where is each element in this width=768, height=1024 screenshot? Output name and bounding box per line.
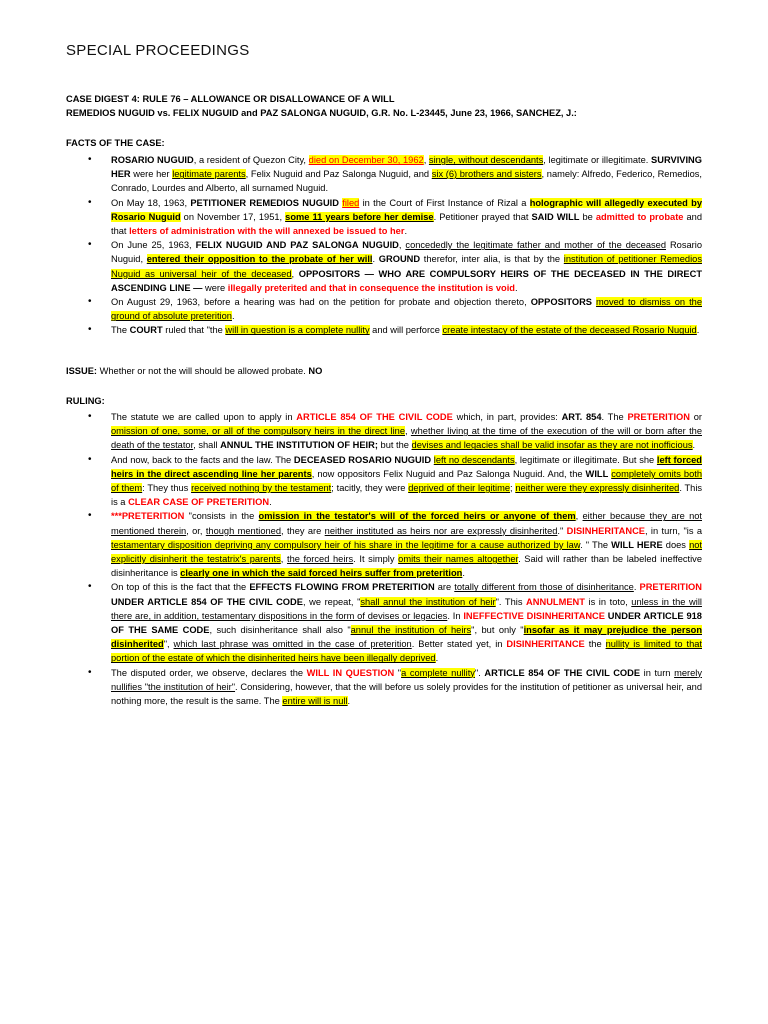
text-run: " <box>394 667 402 678</box>
fact-item <box>66 323 702 337</box>
text-run: , <box>280 554 287 565</box>
text-run: . Considering, however, that the will before us solely provides for the institution of petitioner as universal heir, and nothing more, the result is the same. The <box>111 681 702 707</box>
text-run: will in question is a complete nullity <box>225 325 370 336</box>
case-title-block <box>66 92 716 120</box>
text-run: DISINHERITANCE <box>506 639 585 650</box>
text-run: the forced heirs <box>286 554 354 565</box>
text-run: omission of one, some, or all of the compulsory heirs in the direct line <box>111 426 405 437</box>
text-run: EFFECTS FLOWING FROM PRETERITION <box>249 582 435 593</box>
text-run: . <box>514 282 518 293</box>
text-run: unless in the will there are, in addition, testamentary dispositions in the form of devises or legacies <box>111 596 702 621</box>
text-run: On May 18, 1963, <box>111 197 191 208</box>
text-run: ***PRETERITION <box>111 511 185 522</box>
text-run: admitted to probate <box>595 211 684 222</box>
fact-item <box>66 238 702 295</box>
text-run: shall annul the institution of heir <box>360 596 496 607</box>
text-run: , namely: Alfredo, Federico, Remedios, Conrado, Lourdes and Alberto, all surnamed Nuguid. <box>111 169 703 194</box>
text-run: UNDER ARTICLE 854 OF THE CIVIL CODE <box>111 596 303 607</box>
text-run: PRETERITION <box>627 412 690 422</box>
text-run: , legitimate or illegitimate. <box>543 155 652 165</box>
text-run: which last phrase was omitted in the case of preterition <box>173 639 412 650</box>
text-run: ; tacitly, they were <box>331 483 409 494</box>
text-run: ." <box>557 525 567 536</box>
fact-item <box>66 196 702 239</box>
text-run: . This is a <box>111 483 703 508</box>
issue-label: ISSUE: <box>66 366 97 376</box>
ruling-heading: RULING: <box>66 396 105 406</box>
text-run: . <box>435 653 439 664</box>
text-run: , we repeat, " <box>302 596 361 607</box>
text-run: are <box>434 582 455 593</box>
text-run: , such disinheritance shall also " <box>209 625 351 636</box>
text-run: create intestacy of the estate of the deceased Rosario Nuguid <box>442 325 697 336</box>
text-run: : They thus <box>142 483 192 494</box>
text-run: , shall <box>193 440 221 451</box>
facts-heading: FACTS OF THE CASE: <box>66 138 165 148</box>
text-run: a complete nullity <box>401 667 475 678</box>
text-run: whether living at the time of the execution of the will or born after the death of the testator <box>111 426 702 451</box>
text-run: . <box>462 568 465 579</box>
text-run: , Felix Nuguid and Paz Salonga Nuguid, and <box>245 169 432 180</box>
text-run: . The <box>601 412 628 422</box>
text-run: The <box>111 325 130 336</box>
text-run: clearly one in which the said forced heirs suffer from preterition <box>180 568 463 579</box>
issue-text: Whether or not the will should be allowed probate. <box>97 366 309 376</box>
text-run: , in turn, "is a <box>644 525 702 536</box>
text-run: . <box>404 226 408 237</box>
text-run: on November 17, 1951, <box>180 211 286 222</box>
fact-item <box>66 153 702 196</box>
issue-line <box>66 366 322 376</box>
text-run: FELIX NUGUID AND PAZ SALONGA NUGUID <box>195 240 399 251</box>
text-run: devises and legacies shall be valid insofar as they are not inofficious <box>411 440 693 451</box>
text-run: left forced heirs in the direct ascending line her parents <box>111 454 702 479</box>
text-run: neither instituted as heirs nor are expressly disinherited <box>324 525 558 536</box>
text-run: ". This <box>495 596 527 607</box>
text-run: ", but only " <box>471 625 524 636</box>
text-run: , now oppositors Felix Nuguid and Paz Salonga Nuguid. And, the <box>311 468 586 479</box>
text-run: moved to dismiss on the ground of absolute preterition <box>111 297 702 322</box>
text-run: Rosario Nuguid, <box>111 240 703 265</box>
text-run: died on December 30, 1962 <box>308 155 424 165</box>
text-run: PETITIONER REMEDIOS NUGUID <box>190 197 339 208</box>
text-run: merely nullifies "the institution of heir" <box>111 667 702 692</box>
text-run: , <box>405 426 411 437</box>
text-run: neither were they expressly disinherited <box>515 483 680 494</box>
ruling-item <box>66 580 702 665</box>
text-run: . In <box>447 610 464 621</box>
text-run: COURT <box>129 325 163 336</box>
text-run: ; <box>510 483 516 494</box>
text-run: , a resident of Quezon City, <box>193 155 309 165</box>
text-run: not explicitly disinherit the testatrix's parents <box>111 539 703 565</box>
text-run: . <box>696 325 700 336</box>
text-run: . It simply <box>353 554 399 565</box>
text-run: On August 29, 1963, before a hearing was had on the petition for probate and objection thereto, <box>111 297 531 308</box>
ruling-list <box>66 410 702 708</box>
text-run: . Petitioner prayed that <box>433 211 532 222</box>
text-run: OPPOSITORS <box>530 297 593 308</box>
text-run: . " The <box>580 539 612 550</box>
text-run: . <box>372 254 379 265</box>
text-run: , <box>423 155 429 165</box>
text-run: On June 25, 1963, <box>111 240 196 251</box>
text-run: , <box>575 511 583 522</box>
text-run: filed <box>342 197 360 208</box>
text-run: though mentioned <box>205 525 282 536</box>
text-run: annul the institution of heirs <box>350 625 472 636</box>
text-run: And now, back to the facts and the law. The <box>111 454 294 465</box>
text-run: and will perforce <box>369 325 443 336</box>
text-run: testamentary disposition depriving any compulsory heir of his share in the legitime for a cause authorized by law <box>111 539 581 550</box>
text-run: illegally preterited and that in consequence the institution is void <box>227 282 515 293</box>
text-run: completely omits both of them <box>111 468 702 494</box>
text-run: GROUND <box>378 254 421 265</box>
text-run: WILL IN QUESTION <box>306 667 395 678</box>
text-run: ruled that "the <box>162 325 226 336</box>
text-run: in turn <box>640 667 675 678</box>
case-digest-title: CASE DIGEST 4: RULE 76 – ALLOWANCE OR DISALLOWANCE OF A WILL <box>66 94 395 104</box>
text-run: legitimate parents <box>172 169 246 180</box>
text-run: OPPOSITORS — WHO ARE COMPULSORY HEIRS OF THE DECEASED IN THE DIRECT ASCENDING LINE — <box>111 268 703 293</box>
ruling-item <box>66 410 702 453</box>
text-run: WILL HERE <box>611 539 663 550</box>
text-run: therefor, inter alia, is that by the <box>420 254 564 265</box>
text-run: entered their opposition to the probate of her will <box>146 254 373 265</box>
text-run: . <box>231 311 235 322</box>
text-run: WILL <box>585 468 609 479</box>
text-run: does <box>662 539 690 550</box>
text-run: received nothing by the testament <box>191 483 332 494</box>
text-run: CLEAR CASE OF PRETERITION <box>128 497 270 508</box>
text-run: INEFFECTIVE DISINHERITANCE <box>463 610 605 621</box>
text-run: On top of this is the fact that the <box>111 582 250 593</box>
text-run: omission in the testator's will of the forced heirs or anyone of them <box>258 511 576 522</box>
text-run: The statute we are called upon to apply in <box>111 412 297 422</box>
text-run: six (6) brothers and sisters <box>431 169 542 180</box>
text-run: were her <box>130 169 173 180</box>
text-run: , they are <box>281 525 325 536</box>
text-run: , <box>398 240 406 251</box>
text-run: institution of petitioner Remedios Nuguid as universal heir of the deceased <box>111 254 702 279</box>
case-citation: REMEDIOS NUGUID vs. FELIX NUGUID and PAZ SALONGA NUGUID, G.R. No. L-23445, June 23, 1966, SANCHEZ, J.: <box>66 108 577 118</box>
text-run: were <box>202 282 228 293</box>
text-run: either because they are not mentioned therein <box>111 511 702 536</box>
text-run: PRETERITION <box>639 582 702 593</box>
text-run: . <box>633 582 640 593</box>
ruling-item <box>66 509 702 580</box>
text-run: or <box>689 412 702 422</box>
text-run: be <box>579 211 596 222</box>
text-run: ". <box>474 667 485 678</box>
text-run: entire will is null <box>282 696 348 707</box>
text-run: . Said will rather than be labeled ineffective disinheritance is <box>111 554 702 579</box>
text-run: ARTICLE 854 OF THE CIVIL CODE <box>296 412 453 422</box>
issue-answer: NO <box>308 366 323 376</box>
text-run: ANNUL THE INSTITUTION OF HEIR; <box>220 440 378 451</box>
text-run: DECEASED ROSARIO NUGUID <box>293 454 432 465</box>
text-run: . Better stated yet, in <box>411 639 507 650</box>
text-run: DISINHERITANCE <box>566 525 645 536</box>
text-run: ROSARIO NUGUID <box>111 155 194 165</box>
text-run: ARTICLE 854 OF THE CIVIL CODE <box>484 667 641 678</box>
text-run: insofar as it may prejudice the person disinherited <box>111 625 702 650</box>
text-run: , legitimate or illegitimate. But she <box>514 454 657 465</box>
text-run: some 11 years before her demise <box>285 211 434 222</box>
text-run: but the <box>377 440 412 451</box>
text-run: SAID WILL <box>531 211 580 222</box>
text-run: and that <box>111 211 703 237</box>
text-run: is in toto, <box>584 596 632 607</box>
text-run: letters of administration with the will annexed be issued to her <box>129 226 405 237</box>
text-run: nullity is limited to that portion of the estate of which the disinherited heirs have been illegally deprived <box>111 639 702 664</box>
ruling-item <box>66 453 702 510</box>
text-run: . <box>347 696 351 707</box>
text-run: which, in part, provides: <box>452 412 562 422</box>
text-run: ART. 854 <box>561 412 602 422</box>
text-run: concededly the legitimate father and mother of the deceased <box>405 240 667 251</box>
text-run: , or, <box>186 525 206 536</box>
text-run: totally different from those of disinheritance <box>454 582 634 593</box>
text-run: "consists in the <box>184 511 259 522</box>
text-run: ", <box>163 639 174 650</box>
text-run: UNDER ARTICLE 918 OF THE SAME CODE <box>111 610 702 636</box>
text-run: , <box>291 268 299 279</box>
text-run: single, without descendants <box>428 155 544 165</box>
text-run: in the Court of First Instance of Rizal a <box>359 197 530 208</box>
facts-list <box>66 153 702 338</box>
text-run: omits their names altogether <box>398 554 519 565</box>
text-run: . <box>692 440 696 451</box>
text-run: the <box>584 639 606 650</box>
text-run: The disputed order, we observe, declares the <box>111 667 307 678</box>
text-run: left no descendants <box>433 454 515 465</box>
text-run: ANNULMENT <box>526 596 585 607</box>
text-run: SURVIVING HER <box>111 155 703 180</box>
page-header: SPECIAL PROCEEDINGS <box>66 42 250 59</box>
ruling-item <box>66 666 702 709</box>
text-run: . <box>269 497 272 508</box>
text-run: deprived of their legitime <box>408 483 511 494</box>
fact-item <box>66 295 702 323</box>
text-run: holographic will allegedly executed by Rosario Nuguid <box>111 197 702 222</box>
